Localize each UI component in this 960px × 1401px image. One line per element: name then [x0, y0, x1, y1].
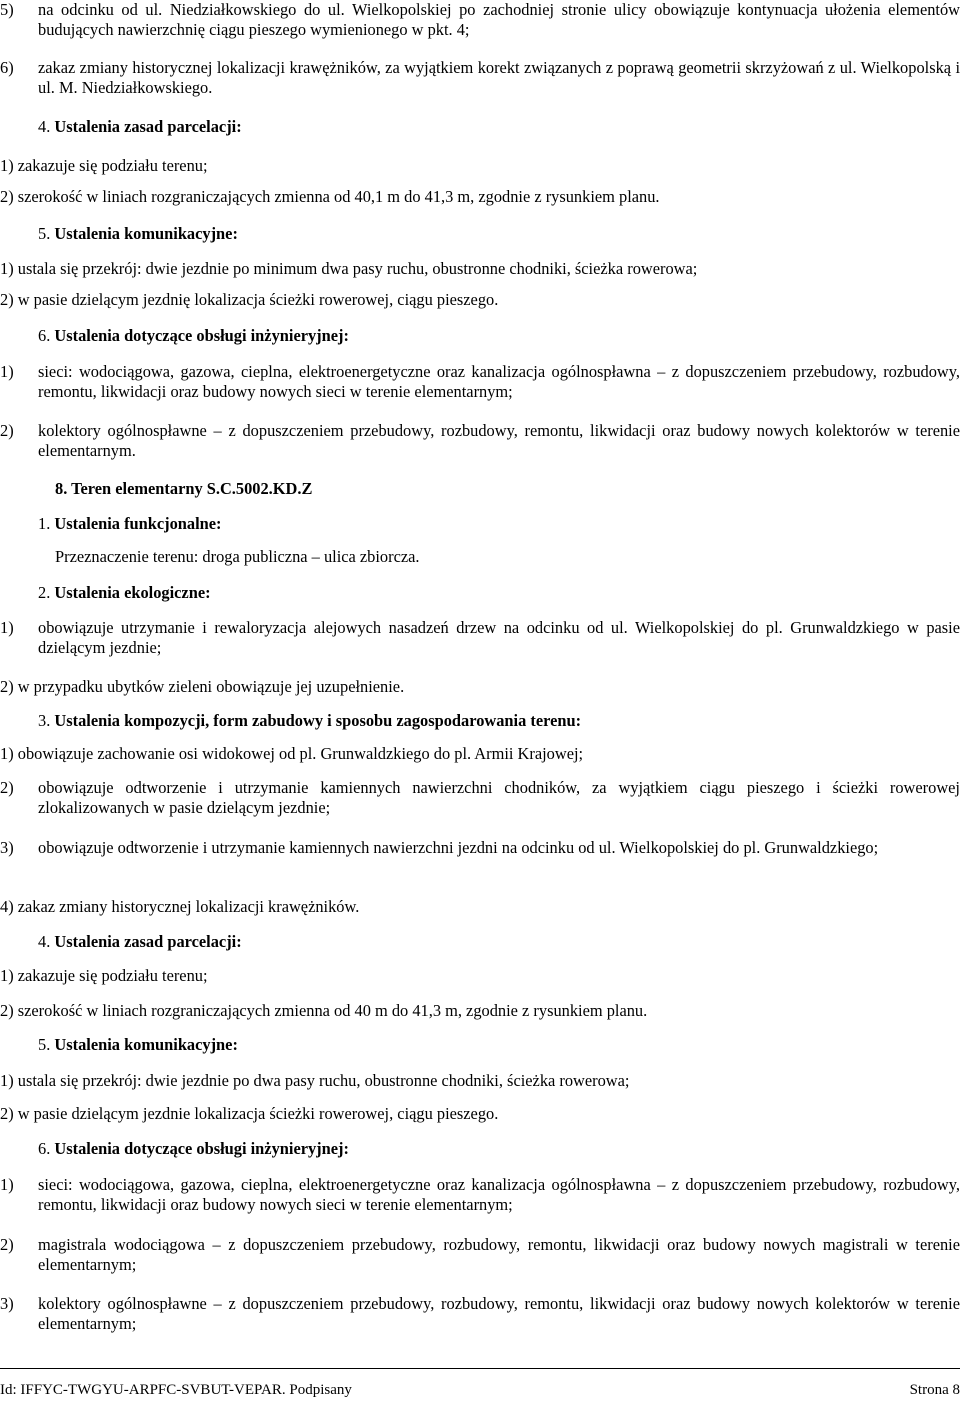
- item-number: 2): [0, 778, 14, 797]
- item-number: 6): [0, 58, 14, 77]
- section-heading: [38, 1139, 349, 1159]
- list-item: 1) obowiązuje zachowanie osi widokowej od pl. Grunwaldzkiego do pl. Armii Krajowej;: [0, 744, 584, 763]
- list-item: 1) ustala się przekrój: dwie jezdnie po dwa pasy ruchu, obustronne chodniki, ścieżka rowerowa;: [0, 1071, 630, 1090]
- heading-number: 2.: [38, 583, 51, 602]
- item-number: 1): [0, 362, 14, 381]
- page-footer: [0, 1381, 960, 1401]
- item-number: 3): [0, 1294, 14, 1313]
- list-item: 4) zakaz zmiany historycznej lokalizacji krawężników.: [0, 897, 360, 916]
- heading-title: Ustalenia dotyczące obsługi inżynieryjnej:: [54, 326, 349, 345]
- item-number: 5): [0, 0, 14, 19]
- section-heading: [38, 117, 242, 137]
- heading-number: 5.: [38, 224, 51, 243]
- heading-number: 4.: [38, 932, 51, 951]
- section-heading: [38, 514, 222, 534]
- list-item: [0, 1235, 960, 1274]
- heading-title: Ustalenia kompozycji, form zabudowy i sposobu zagospodarowania terenu:: [54, 711, 582, 730]
- list-item: [0, 0, 960, 39]
- item-text: zakaz zmiany historycznej lokalizacji krawężników, za wyjątkiem korekt związanych z poprawą geometrii skrzyżowań z ul. Wielkopolską i ul. M. Niedziałkowskiego.: [38, 58, 960, 97]
- item-text: sieci: wodociągowa, gazowa, cieplna, elektroenergetyczne oraz kanalizacja ogólnospławna – z dopuszczeniem przebudowy, rozbudowy, remontu, likwidacji oraz budowy nowych sieci w terenie elementarnym;: [38, 362, 960, 401]
- heading-title: Ustalenia zasad parcelacji:: [54, 932, 242, 951]
- list-item: [0, 421, 960, 460]
- item-number: 3): [0, 838, 14, 857]
- section-heading: [38, 1035, 238, 1055]
- item-number: 2): [0, 1235, 14, 1254]
- list-item: [0, 1175, 960, 1214]
- section-heading: [38, 326, 349, 346]
- heading-title: Ustalenia komunikacyjne:: [54, 224, 238, 243]
- heading-number: 6.: [38, 326, 51, 345]
- heading-number: 3.: [38, 711, 51, 730]
- section-heading: [38, 583, 211, 603]
- heading-title: Ustalenia funkcjonalne:: [54, 514, 222, 533]
- list-item: 1) zakazuje się podziału terenu;: [0, 966, 208, 985]
- item-text: kolektory ogólnospławne – z dopuszczeniem przebudowy, rozbudowy, remontu, likwidacji oraz budowy nowych kolektorów w terenie elementarnym.: [38, 421, 960, 460]
- heading-title: Ustalenia dotyczące obsługi inżynieryjnej:: [54, 1139, 349, 1158]
- item-number: 1): [0, 1175, 14, 1194]
- item-text: na odcinku od ul. Niedziałkowskiego do ul. Wielkopolskiej po zachodniej stronie ulicy obowiązuje kontynuacja ułożenia elementów budujących nawierzchnię ciągu pieszego wymienionego w pkt. 4;: [38, 0, 960, 39]
- heading-title: Ustalenia ekologiczne:: [54, 583, 211, 602]
- list-item: [0, 618, 960, 657]
- item-number: 1): [0, 618, 14, 637]
- list-item: 2) w przypadku ubytków zieleni obowiązuje jej uzupełnienie.: [0, 677, 405, 696]
- page-number: Strona 8: [909, 1382, 960, 1398]
- section-heading: [38, 224, 238, 244]
- heading-number: 4.: [38, 117, 51, 136]
- item-text: sieci: wodociągowa, gazowa, cieplna, elektroenergetyczne oraz kanalizacja ogólnospławna – z dopuszczeniem przebudowy, rozbudowy, remontu, likwidacji oraz budowy nowych sieci w terenie elementarnym;: [38, 1175, 960, 1214]
- list-item: [0, 838, 960, 858]
- item-text: obowiązuje odtworzenie i utrzymanie kamiennych nawierzchni jezdni na odcinku od ul. Wielkopolskiej do pl. Grunwaldzkiego;: [38, 838, 879, 857]
- list-item: 1) zakazuje się podziału terenu;: [0, 156, 208, 175]
- heading-title: Ustalenia zasad parcelacji:: [54, 117, 242, 136]
- list-item: [0, 362, 960, 401]
- section-title: 8. Teren elementarny S.C.5002.KD.Z: [55, 479, 313, 498]
- list-item: [0, 778, 960, 817]
- footer-divider: [0, 1368, 960, 1369]
- list-item: 2) w pasie dzielącym jezdnie lokalizacja ścieżki rowerowej, ciągu pieszego.: [0, 1104, 499, 1123]
- document-id: Id: IFFYC-TWGYU-ARPFC-SVBUT-VEPAR. Podpisany: [0, 1382, 352, 1398]
- item-number: 2): [0, 421, 14, 440]
- item-text: magistrala wodociągowa – z dopuszczeniem przebudowy, rozbudowy, remontu, likwidacji oraz budowy nowych magistrali w terenie elementarnym;: [38, 1235, 960, 1274]
- section-heading: [38, 932, 242, 952]
- list-item: 2) szerokość w liniach rozgraniczających zmienna od 40 m do 41,3 m, zgodnie z rysunkiem planu.: [0, 1001, 648, 1020]
- heading-number: 5.: [38, 1035, 51, 1054]
- list-item: 2) w pasie dzielącym jezdnię lokalizacja ścieżki rowerowej, ciągu pieszego.: [0, 290, 499, 309]
- item-text: obowiązuje utrzymanie i rewaloryzacja alejowych nasadzeń drzew na odcinku od ul. Wielkopolskiej do pl. Grunwaldzkiego w pasie dzielącym jezdnie;: [38, 618, 960, 657]
- item-text: kolektory ogólnospławne – z dopuszczeniem przebudowy, rozbudowy, remontu, likwidacji oraz budowy nowych kolektorów w terenie elementarnym;: [38, 1294, 960, 1333]
- list-item: 2) szerokość w liniach rozgraniczających zmienna od 40,1 m do 41,3 m, zgodnie z rysunkiem planu.: [0, 187, 660, 206]
- section-heading: [38, 711, 581, 731]
- heading-number: 6.: [38, 1139, 51, 1158]
- item-text: obowiązuje odtworzenie i utrzymanie kamiennych nawierzchni chodników, za wyjątkiem ciągu pieszego i ścieżki rowerowej zlokalizowanych w pasie dzielącym jezdnie;: [38, 778, 960, 817]
- list-item: [0, 1294, 960, 1333]
- heading-number: 1.: [38, 514, 51, 533]
- list-item: 1) ustala się przekrój: dwie jezdnie po minimum dwa pasy ruchu, obustronne chodniki, ścieżka rowerowa;: [0, 259, 698, 278]
- heading-title: Ustalenia komunikacyjne:: [54, 1035, 238, 1054]
- list-item: [0, 58, 960, 97]
- paragraph: Przeznaczenie terenu: droga publiczna – ulica zbiorcza.: [55, 547, 420, 566]
